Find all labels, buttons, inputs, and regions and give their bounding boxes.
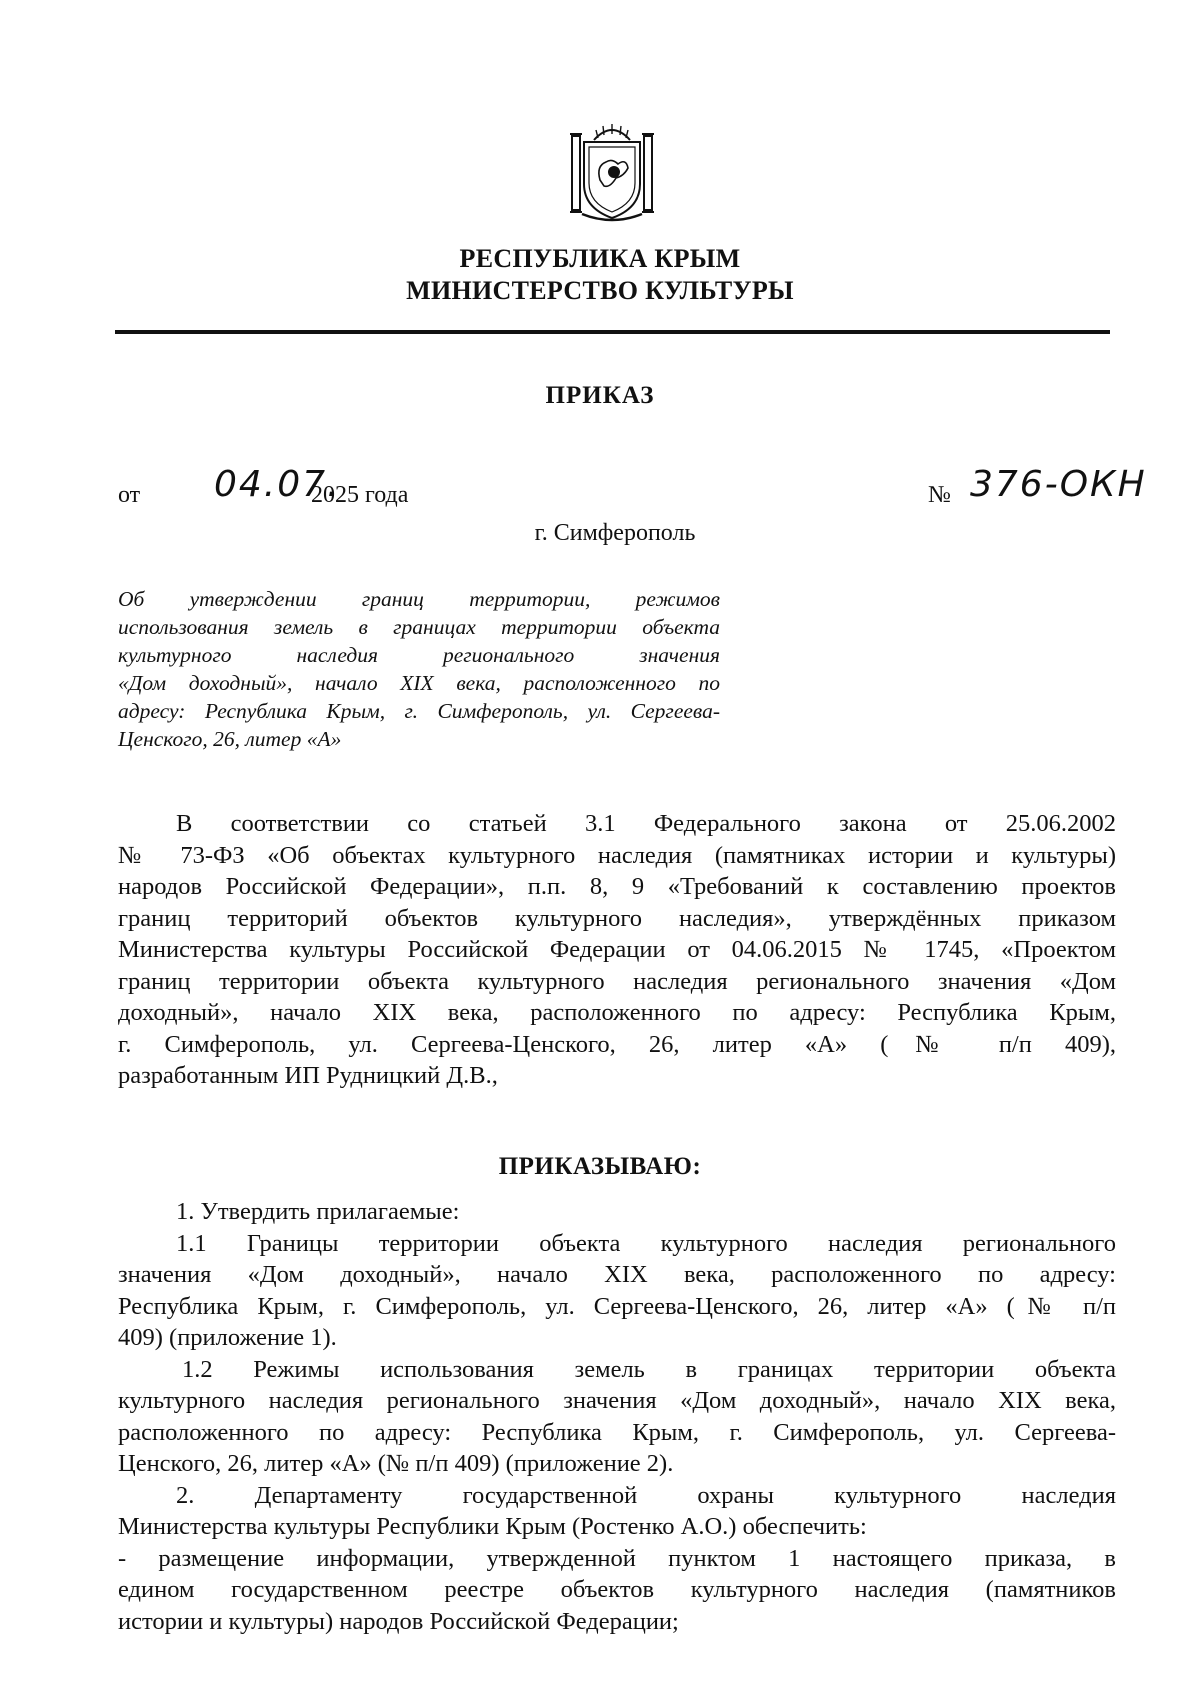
ministry-heading: МИНИСТЕРСТВО КУЛЬТУРЫ [406,276,794,305]
preamble-line: народов Российской Федерации», п.п. 8, 9 «Требований к составлению проектов [118,873,1116,900]
item-1: 1. Утвердить прилагаемые: [176,1198,460,1225]
document-type-title: ПРИКАЗ [545,382,655,409]
preamble-line: № 73-ФЗ «Об объектах культурного наследия (памятниках истории и культуры) [118,841,1116,869]
item-1-1-line: 1.1 Границы территории объекта культурного наследия регионального [176,1229,1116,1257]
subject-line: Об утверждении границ территории, режимов [118,587,720,611]
item-1-1-line: 409) (приложение 1). [118,1324,337,1351]
item-1-2-line: 1.2 Режимы использования земель в границах территории объекта [182,1355,1116,1383]
order-items [118,1196,1116,1637]
subject-line: «Дом доходный», начало XIX века, расположенного по [118,671,720,695]
item-1-2-line: Ценского, 26, литер «А» (№ п/п 409) (приложение 2). [118,1450,674,1477]
preamble-line: границ территорий объектов культурного наследия», утверждённых приказом [118,904,1116,932]
year-text: 2025 года [311,482,409,508]
order-subject [118,585,720,753]
item-2-line: 2. Департаменту государственной охраны культурного наследия [176,1481,1116,1509]
item-1-1-line: значения «Дом доходный», начало XIX века, расположенного по адресу: [118,1261,1116,1288]
from-label: от [118,482,141,508]
handwritten-number: 376-ОКН [970,464,1147,505]
preamble-line: разработанным ИП Рудницкий Д.В., [118,1062,498,1089]
preamble-line: г. Симферополь, ул. Сергеева-Ценского, 26, литер «А» (№ п/п 409), [118,1030,1116,1058]
item-1-2-line: расположенного по адресу: Республика Крым, г. Симферополь, ул. Сергеева- [118,1418,1116,1446]
preamble-line: В соответствии со статьей 3.1 Федерального закона от 25.06.2002 [176,810,1116,837]
subject-line: использования земель в границах территории объекта [118,615,720,639]
subject-line: адресу: Республика Крым, г. Симферополь, ул. Сергеева- [118,699,720,723]
coat-of-arms-emblem [566,122,658,224]
handwritten-date: 04.07. [214,464,341,505]
item-2-dash-line: едином государственном реестре объектов культурного наследия (памятников [118,1576,1116,1603]
preamble-line: границ территории объекта культурного наследия регионального значения «Дом [118,967,1116,995]
item-2-line: Министерства культуры Республики Крым (Ростенко А.О.) обеспечить: [118,1513,867,1540]
number-label: № [928,482,951,508]
item-2-dash-line: - размещение информации, утвержденной пунктом 1 настоящего приказа, в [118,1544,1116,1572]
decree-heading: ПРИКАЗЫВАЮ: [498,1153,702,1180]
item-1-2-line: культурного наследия регионального значения «Дом доходный», начало XIX века, [118,1387,1116,1414]
preamble-line: доходный», начало XIX века, расположенного по адресу: Республика Крым, [118,999,1116,1026]
subject-line: культурного наследия регионального значения [118,643,720,667]
header-rule [115,330,1110,334]
preamble-line: Министерства культуры Российской Федерации от 04.06.2015 № 1745, «Проектом [118,936,1116,963]
city-line: г. Симферополь [534,520,696,546]
preamble-paragraph [118,808,1116,1092]
republic-heading: РЕСПУБЛИКА КРЫМ [459,244,741,273]
item-2-dash-line: истории и культуры) народов Российской Федерации; [118,1607,679,1635]
subject-line: Ценского, 26, литер «А» [118,727,342,751]
item-1-1-line: Республика Крым, г. Симферополь, ул. Сергеева-Ценского, 26, литер «А» (№ п/п [118,1292,1116,1320]
